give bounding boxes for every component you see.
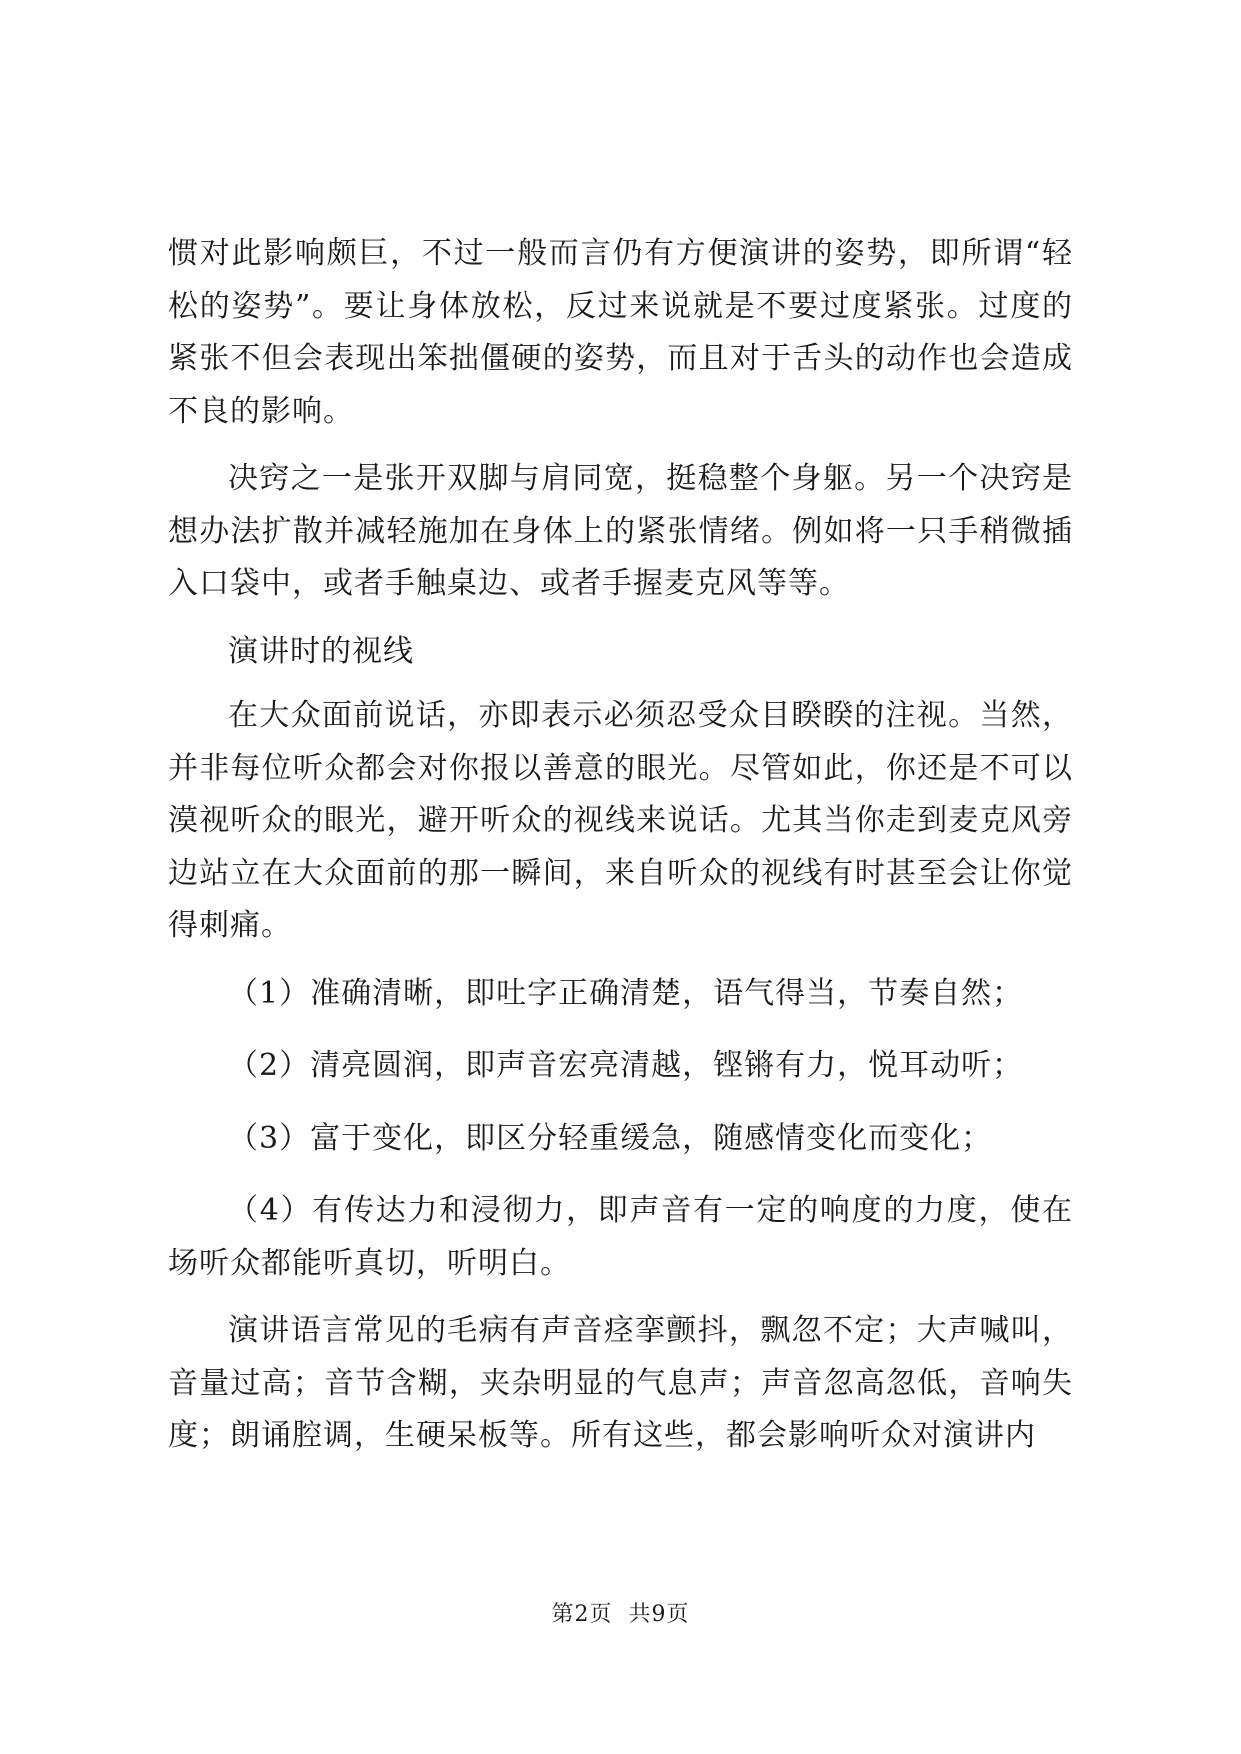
document-body bbox=[168, 228, 1073, 1478]
paragraph-gaze: 在大众面前说话，亦即表示必须忍受众目睽睽的注视。当然，并非每位听众都会对你报以善意的眼光。尽管如此，你还是不可以漠视听众的眼光，避开听众的视线来说话。尤其当你走到麦克风旁边站立在大众面前的那一瞬间，来自听众的视线有时甚至会让你觉得刺痛。 bbox=[168, 698, 1073, 943]
list-item-1: （1）准确清晰，即吐字正确清楚，语气得当，节奏自然； bbox=[228, 975, 1024, 1011]
paragraph-posture-continued: 惯对此影响颇巨，不过一般而言仍有方便演讲的姿势，即所谓“轻松的姿势”。要让身体放松，反过来说就是不要过度紧张。过度的紧张不但会表现出笨拙僵硬的姿势，而且对于舌头的动作也会造成不良的影响。 bbox=[168, 236, 1073, 429]
page-footer bbox=[0, 1597, 1241, 1628]
list-item-3: （3）富于变化，即区分轻重缓急，随感情变化而变化； bbox=[228, 1120, 993, 1156]
page-total: 共9页 bbox=[628, 1602, 690, 1627]
section-heading-gaze: 演讲时的视线 bbox=[228, 633, 414, 669]
list-item-2: （2）清亮圆润，即声音宏亮清越，铿锵有力，悦耳动听； bbox=[228, 1048, 1024, 1083]
paragraph-voice-faults: 演讲语言常见的毛病有声音痉挛颤抖，飘忽不定；大声喊叫，音量过高；音节含糊，夹杂明显的气息声；声音忽高忽低，音响失度；朗诵腔调，生硬呆板等。所有这些，都会影响听众对演讲内 bbox=[168, 1313, 1073, 1453]
list-item-4: （4）有传达力和浸彻力，即声音有一定的响度的力度，使在场听众都能听真切，听明白。 bbox=[168, 1193, 1073, 1281]
page-number: 第2页 bbox=[551, 1602, 613, 1627]
paragraph-tips: 决窍之一是张开双脚与肩同宽，挺稳整个身躯。另一个决窍是想办法扩散并减轻施加在身体上的紧张情绪。例如将一只手稍微插入口袋中，或者手触桌边、或者手握麦克风等等。 bbox=[168, 461, 1073, 601]
